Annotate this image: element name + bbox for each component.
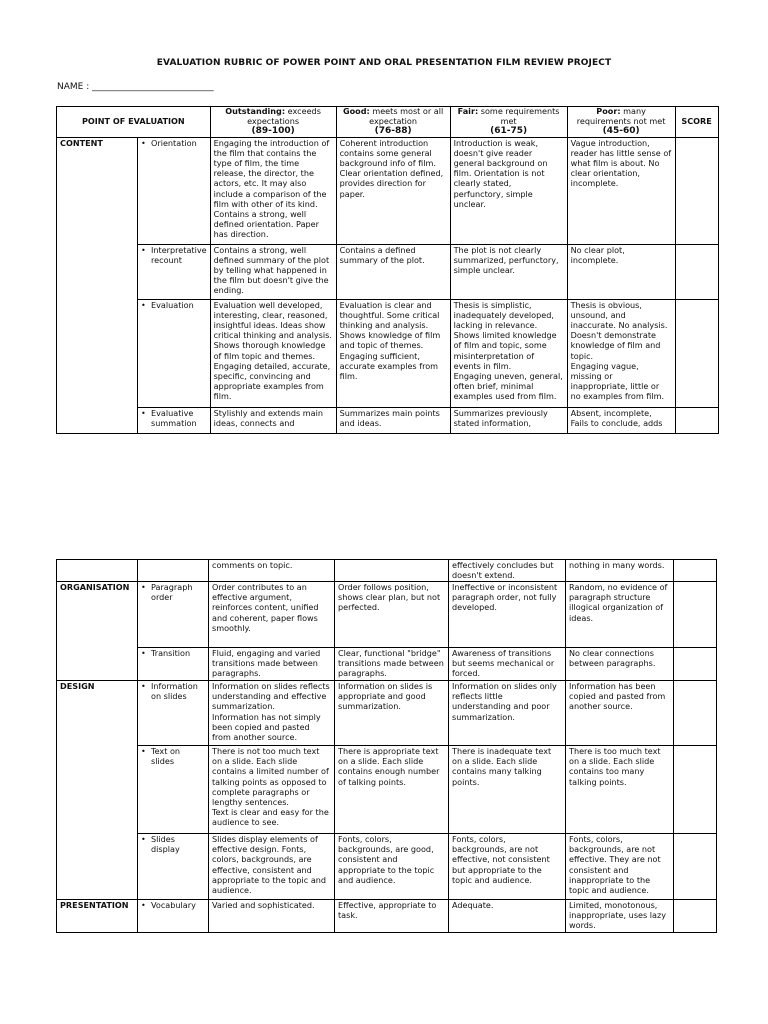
header-point-of-evaluation: POINT OF EVALUATION — [57, 107, 211, 138]
category-design: DESIGN — [57, 681, 138, 900]
name-field-label: NAME : ___________________________ — [57, 82, 214, 92]
cell-poor: Random, no evidence of paragraph structure illogical organization of ideas. — [566, 582, 674, 648]
category-organisation: ORGANISATION — [57, 582, 138, 681]
score-cell[interactable] — [674, 681, 717, 746]
criterion-cell — [138, 648, 209, 681]
cell-fair: Information on slides only reflects little understanding and poor summarization. — [449, 681, 566, 746]
cell-outstanding: There is not too much text on a slide. Each slide contains a limited number of talking points as opposed to complete paragraphs or lengthy sentences. Text is clear and easy for the audience to see. — [209, 746, 335, 834]
header-fair-desc: some requirements met — [480, 106, 560, 126]
header-outstanding-range: (89-100) — [251, 126, 295, 136]
cell-good: Evaluation is clear and thoughtful. Some critical thinking and analysis. Shows knowledge of film and topic of themes. Engaging sufficient, accurate examples from film. — [336, 299, 450, 407]
score-cell[interactable] — [674, 582, 717, 648]
document-title: EVALUATION RUBRIC OF POWER POINT AND ORAL PRESENTATION FILM REVIEW PROJECT — [156, 58, 612, 68]
criterion-cell — [138, 137, 211, 244]
criterion-cell — [138, 299, 211, 407]
criterion-evaluative-summation: • Evaluative summation — [141, 408, 207, 428]
header-good-desc: meets most or all expectation — [369, 106, 444, 126]
score-cell[interactable] — [674, 560, 717, 582]
cell-fair: Thesis is simplistic, inadequately developed, lacking in relevance. Shows limited knowledge of film and topic, some misinterpretation of events in film. Engaging uneven, general, often brief, minimal examples used from film. — [450, 299, 567, 407]
header-poor-label: Poor: — [596, 106, 621, 116]
cell-outstanding: Order contributes to an effective argument, reinforces content, unified and coherent, paper flows smoothly. — [209, 582, 335, 648]
criterion-cell-empty — [138, 560, 209, 582]
cell-good: Clear, functional "bridge" transitions made between paragraphs. — [335, 648, 449, 681]
criterion-evaluation: • Evaluation — [141, 300, 207, 310]
cell-fair: Fonts, colors, backgrounds, are not effective, not consistent but appropriate to the topic and audience. — [449, 834, 566, 900]
score-cell[interactable] — [675, 299, 718, 407]
criterion-cell — [138, 407, 211, 433]
cell-good: Coherent introduction contains some general background info of film. Clear orientation defined, provides direction for paper. — [336, 137, 450, 244]
header-good — [336, 107, 450, 138]
rubric-row-continuation — [57, 560, 717, 582]
cell-good: Contains a defined summary of the plot. — [336, 244, 450, 299]
rubric-row-paragraph-order — [57, 582, 717, 648]
cell-fair: The plot is not clearly summarized, perfunctory, simple unclear. — [450, 244, 567, 299]
header-score: SCORE — [675, 107, 718, 138]
cell-outstanding: Slides display elements of effective design. Fonts, colors, backgrounds, are effective, consistent and appropriate to the topic and audience. — [209, 834, 335, 900]
cell-outstanding: Varied and sophisticated. — [209, 900, 335, 933]
header-row — [57, 107, 719, 138]
category-presentation: PRESENTATION — [57, 900, 138, 933]
criterion-cell — [138, 746, 209, 834]
cell-poor: Limited, monotonous, inappropriate, uses lazy words. — [566, 900, 674, 933]
category-cell-empty — [57, 560, 138, 582]
score-cell[interactable] — [675, 137, 718, 244]
cell-fair: Adequate. — [449, 900, 566, 933]
rubric-row-interpretative-recount — [57, 244, 719, 299]
criterion-vocabulary: • Vocabulary — [141, 900, 205, 910]
criterion-text-on-slides: • Text on slides — [141, 746, 205, 766]
rubric-row-vocabulary — [57, 900, 717, 933]
cell-fair: Awareness of transitions but seems mechanical or forced. — [449, 648, 566, 681]
header-poor-range: (45-60) — [602, 126, 640, 136]
score-cell[interactable] — [674, 648, 717, 681]
criterion-information-on-slides: • Information on slides — [141, 681, 205, 701]
criterion-interpretative-recount: • Interpretative recount — [141, 245, 207, 265]
score-cell[interactable] — [674, 900, 717, 933]
cell-good: Summarizes main points and ideas. — [336, 407, 450, 433]
header-poor — [567, 107, 675, 138]
header-outstanding-label: Outstanding: — [225, 106, 286, 116]
cell-outstanding: Engaging the introduction of the film that contains the type of film, the time release, the director, the actors, etc. It may also include a comparison of the film with other of its kind. Contains a strong, well defined orientation. Paper has direction. — [210, 137, 336, 244]
cell-poor: Vague introduction, reader has little sense of what film is about. No clear orientation, incomplete. — [567, 137, 675, 244]
cell-good: Information on slides is appropriate and good summarization. — [335, 681, 449, 746]
category-content: CONTENT — [57, 137, 138, 433]
cell-poor: nothing in many words. — [566, 560, 674, 582]
rubric-row-evaluative-summation — [57, 407, 719, 433]
score-cell[interactable] — [674, 834, 717, 900]
rubric-table-page-2 — [56, 559, 717, 933]
header-outstanding-desc: exceeds expectations — [247, 106, 321, 126]
cell-good: Effective, appropriate to task. — [335, 900, 449, 933]
cell-outstanding: Evaluation well developed, interesting, clear, reasoned, insightful ideas. Ideas show critical thinking and analysis. Shows thorough knowledge of film topic and themes. Engaging detailed, accurate, specific, convincing and appropriate examples from film. — [210, 299, 336, 407]
cell-fair: effectively concludes but doesn't extend. — [449, 560, 566, 582]
cell-outstanding: Contains a strong, well defined summary of the plot by telling what happened in the film but doesn't give the ending. — [210, 244, 336, 299]
score-cell[interactable] — [675, 407, 718, 433]
header-fair — [450, 107, 567, 138]
cell-fair: Introduction is weak, doesn't give reader general background on film. Orientation is not clearly stated, perfunctory, simple unclear. — [450, 137, 567, 244]
cell-good — [335, 560, 449, 582]
criterion-cell — [138, 681, 209, 746]
rubric-row-transition — [57, 648, 717, 681]
cell-fair: There is inadequate text on a slide. Each slide contains many talking points. — [449, 746, 566, 834]
header-fair-range: (61-75) — [490, 126, 528, 136]
criterion-cell — [138, 834, 209, 900]
cell-outstanding: Information on slides reflects understanding and effective summarization. Information has not simply been copied and pasted from another source. — [209, 681, 335, 746]
header-poor-desc: many requirements not met — [576, 106, 666, 126]
criterion-cell — [138, 582, 209, 648]
header-outstanding — [210, 107, 336, 138]
cell-good: Order follows position, shows clear plan, but not perfected. — [335, 582, 449, 648]
criterion-transition: • Transition — [141, 648, 205, 658]
rubric-table-page-1 — [56, 106, 719, 434]
cell-poor: Information has been copied and pasted from another source. — [566, 681, 674, 746]
header-good-range: (76-88) — [374, 126, 412, 136]
rubric-row-orientation — [57, 137, 719, 244]
header-fair-label: Fair: — [457, 106, 479, 116]
criterion-orientation: • Orientation — [141, 138, 207, 148]
cell-good: Fonts, colors, backgrounds, are good, consistent and appropriate to the topic and audience. — [335, 834, 449, 900]
rubric-row-text-on-slides — [57, 746, 717, 834]
criterion-paragraph-order: • Paragraph order — [141, 582, 205, 602]
cell-outstanding: comments on topic. — [209, 560, 335, 582]
criterion-cell — [138, 244, 211, 299]
cell-poor: No clear connections between paragraphs. — [566, 648, 674, 681]
header-good-label: Good: — [342, 106, 370, 116]
criterion-slides-display: • Slides display — [141, 834, 205, 854]
cell-poor: There is too much text on a slide. Each slide contains too many talking points. — [566, 746, 674, 834]
cell-good: There is appropriate text on a slide. Each slide contains enough number of talking points. — [335, 746, 449, 834]
rubric-row-information-on-slides — [57, 681, 717, 746]
cell-outstanding: Stylishly and extends main ideas, connects and — [210, 407, 336, 433]
cell-poor: Thesis is obvious, unsound, and inaccurate. No analysis. Doesn't demonstrate knowledge of film and topic. Engaging vague, missing or inappropriate, little or no examples from film. — [567, 299, 675, 407]
score-cell[interactable] — [675, 244, 718, 299]
criterion-cell — [138, 900, 209, 933]
cell-poor: Fonts, colors, backgrounds, are not effective. They are not consistent and inappropriate to the topic and audience. — [566, 834, 674, 900]
cell-outstanding: Fluid, engaging and varied transitions made between paragraphs. — [209, 648, 335, 681]
cell-poor: Absent, incomplete, Fails to conclude, adds — [567, 407, 675, 433]
cell-fair: Summarizes previously stated information, — [450, 407, 567, 433]
rubric-row-evaluation — [57, 299, 719, 407]
cell-fair: Ineffective or inconsistent paragraph order, not fully developed. — [449, 582, 566, 648]
cell-poor: No clear plot, incomplete. — [567, 244, 675, 299]
score-cell[interactable] — [674, 746, 717, 834]
rubric-row-slides-display — [57, 834, 717, 900]
